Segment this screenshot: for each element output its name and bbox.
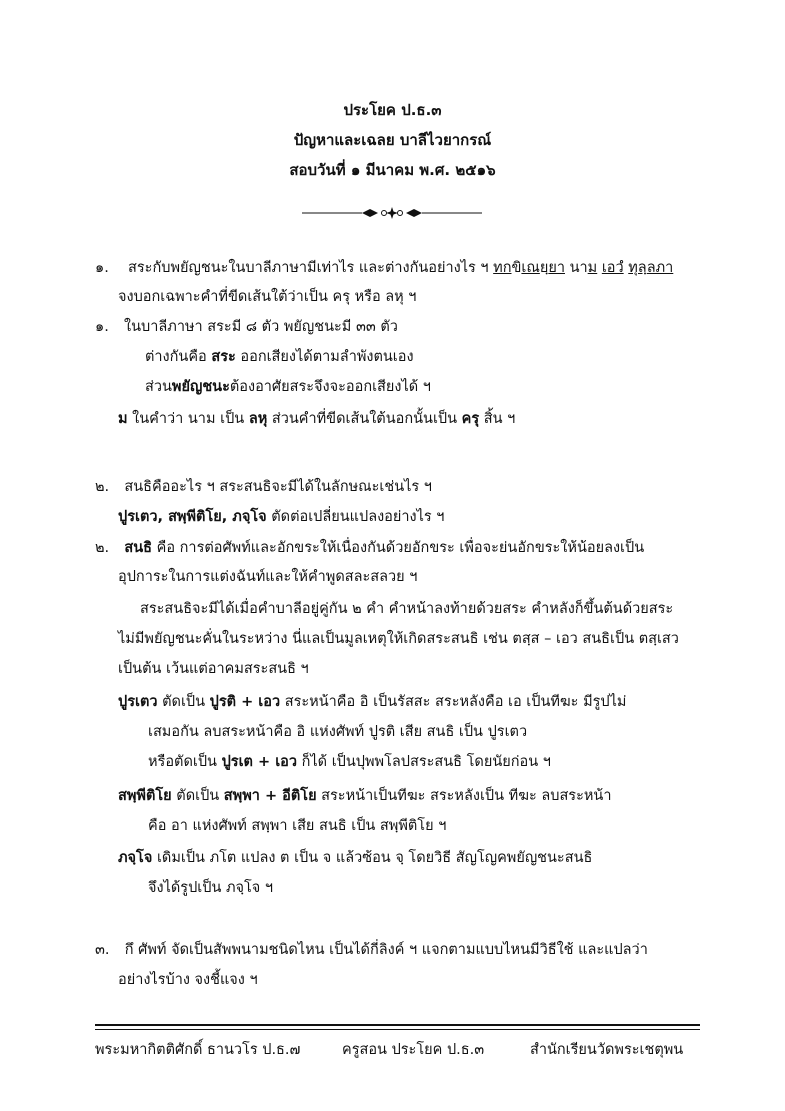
answer-1-line-4: ม ในคำว่า นาม เป็น ลหุ ส่วนคำที่ขีดเส้นใต้นอกนั้นเป็น ครุ สิ้น ฯ — [118, 411, 516, 427]
answer-2-line-4: ไม่มีพยัญชนะคั่นในระหว่าง นี่แลเป็นมูลเหตุให้เกิดสระสนธิ เช่น ตสฺส – เอว สนธิเป็น ตสฺเสว — [118, 631, 679, 647]
answer-number: ๑. — [95, 319, 109, 335]
footer-author: พระมหากิตติศักดิ์ ธานวโร ป.ธ.๗ — [95, 1042, 301, 1058]
question-2: ๒. สนธิคืออะไร ฯ สระสนธิจะมีได้ในลักษณะเช่นไร ฯ — [95, 479, 432, 495]
example-2-line-2: คือ อา แห่งศัพท์ สพฺพา เสีย สนธิ เป็น สพฺพีติโย ฯ — [148, 818, 447, 834]
question-3: ๓. กึ ศัพท์ จัดเป็นสัพพนามชนิดไหน เป็นได้กี่ลิงค์ ฯ แจกตามแบบไหนมีวิธีใช้ และแปลว่า — [95, 942, 648, 958]
question-2-line-2: ปูรเตว, สพฺพีติโย, ภจฺโจ ตัดต่อเปลี่ยนแปลงอย่างไร ฯ — [118, 509, 445, 525]
example-2: สพฺพีติโย ตัดเป็น สพฺพา + อีติโย สระหน้าเป็นทีฆะ สระหลังเป็น ทีฆะ ลบสระหน้า — [118, 788, 612, 804]
question-1: ๑. สระกับพยัญชนะในบาลีภาษามีเท่าไร และต่างกันอย่างไร ฯ ทกขิเณยฺยา นาม เอวํ ทุลฺลภา — [95, 260, 674, 276]
footer-place: สำนักเรียนวัดพระเชตุพน — [530, 1042, 684, 1058]
example-3: ภจฺโจ เดิมเป็น ภโต แปลง ต เป็น จ แล้วซ้อน จฺ โดยวิธี สัญโญคพยัญชนะสนธิ — [118, 850, 593, 866]
exam-date: สอบวันที่ ๑ มีนาคม พ.ศ. ๒๕๑๖ — [289, 161, 496, 179]
answer-1: ๑. ในบาลีภาษา สระมี ๘ ตัว พยัญชนะมี ๓๓ ตัว — [95, 319, 398, 335]
ornament-divider-icon — [292, 203, 492, 223]
page-title: ประโยค ป.ธ.๓ — [343, 101, 442, 119]
answer-2-line-3: สระสนธิจะมีได้เมื่อคำบาลีอยู่คู่กัน ๒ คำ คำหน้าลงท้ายด้วยสระ คำหลังก็ขึ้นต้นด้วยสระ — [140, 601, 674, 617]
example-1: ปูรเตว ตัดเป็น ปูรติ + เอว สระหน้าคือ อิ เป็นรัสสะ สระหลังคือ เอ เป็นทีฆะ มีรูปไม่ — [118, 694, 627, 710]
example-3-line-2: จึงได้รูปเป็น ภจฺโจ ฯ — [148, 880, 274, 896]
question-number: ๑. — [95, 260, 109, 276]
answer-1-line-2: ต่างกันคือ สระ ออกเสียงได้ตามลำพังตนเอง — [145, 349, 414, 365]
question-number: ๓. — [95, 942, 110, 958]
example-1-line-3: หรือตัดเป็น ปูรเต + เอว ก็ได้ เป็นปุพพโลปสระสนธิ โดยนัยก่อน ฯ — [148, 754, 551, 770]
footer-rule-thin — [95, 1029, 700, 1030]
answer-number: ๒. — [95, 540, 110, 556]
answer-2: ๒. สนธิ คือ การต่อศัพท์และอักขระให้เนื่องกันด้วยอักขระ เพื่อจะย่นอักขระให้น้อยลงเป็น — [95, 540, 645, 556]
answer-2-line-5: เป็นต้น เว้นแต่อาคมสระสนธิ ฯ — [118, 661, 309, 677]
answer-2-line-2: อุปการะในการแต่งฉันท์และให้คำพูดสละสลวย ฯ — [118, 569, 418, 585]
question-1-line-2: จงบอกเฉพาะคำที่ขีดเส้นใต้ว่าเป็น ครุ หรือ ลหุ ฯ — [118, 289, 417, 305]
question-3-line-2: อย่างไรบ้าง จงชี้แจง ฯ — [118, 972, 258, 988]
footer-rule-thick — [95, 1024, 700, 1026]
page-subtitle: ปัญหาและเฉลย บาลีไวยากรณ์ — [293, 131, 492, 149]
question-number: ๒. — [95, 479, 110, 495]
footer-role: ครูสอน ประโยค ป.ธ.๓ — [342, 1042, 485, 1058]
answer-1-line-3: ส่วนพยัญชนะต้องอาศัยสระจึงจะออกเสียงได้ ฯ — [145, 379, 431, 395]
example-1-line-2: เสมอกัน ลบสระหน้าคือ อิ แห่งศัพท์ ปูรติ เสีย สนธิ เป็น ปูรเตว — [148, 724, 528, 740]
